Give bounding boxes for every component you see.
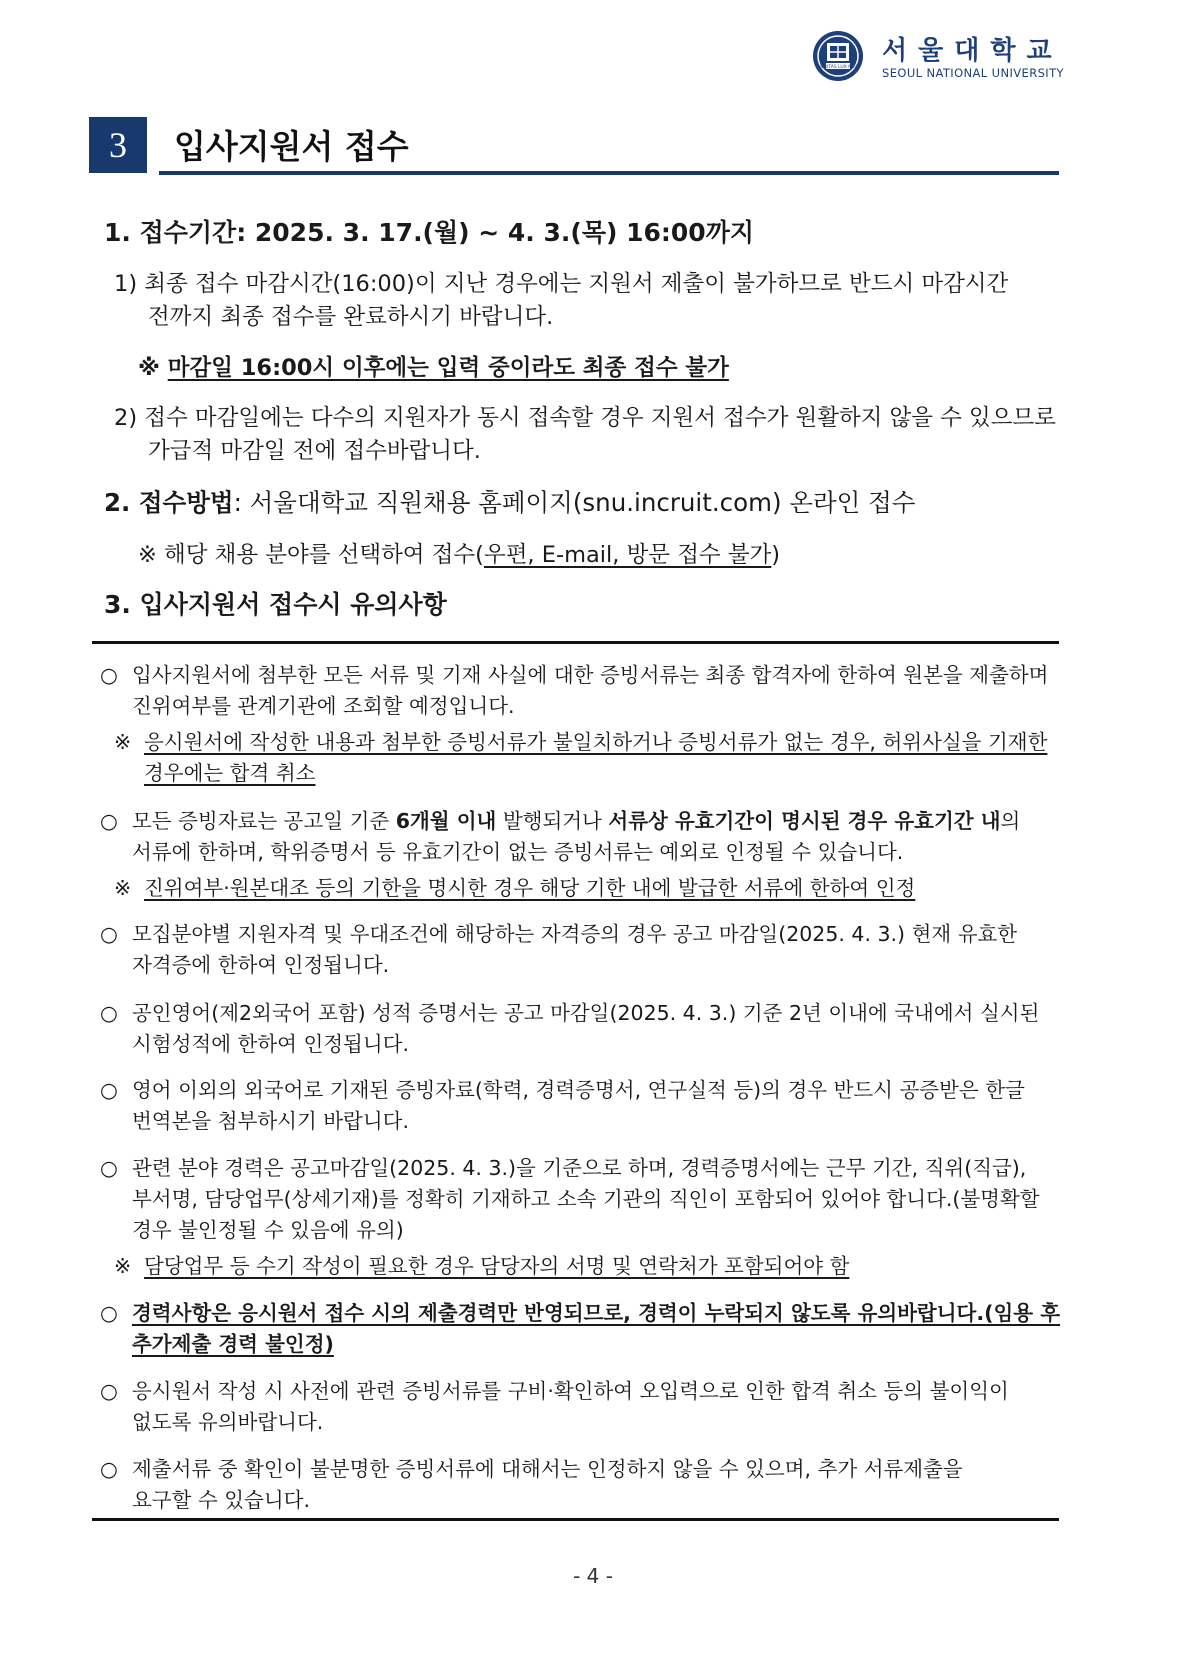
notice-heading: 3. 입사지원서 접수시 유의사항 (104, 590, 447, 619)
note-mark: ※ (114, 1254, 132, 1278)
bullet-line (132, 806, 1020, 837)
bold-span: 서류상 유효기간이 명시된 경우 유효기간 내 (608, 809, 1001, 833)
bullet-line: 서류에 한하며, 학위증명서 등 유효기간이 없는 증빙서류는 예외로 인정될 수 있습니다. (132, 840, 904, 864)
method-note-suffix: ) (771, 542, 781, 568)
bullet-line: 번역본을 첨부하시기 바랍니다. (132, 1109, 409, 1133)
svg-text:VERITAS LUX MEA: VERITAS LUX MEA (817, 65, 859, 70)
bullet-mark: ○ (100, 1078, 118, 1102)
bullet-line: 공인영어(제2외국어 포함) 성적 증명서는 공고 마감일(2025. 4. 3.) 기준 2년 이내에 국내에서 실시된 (132, 1001, 1040, 1025)
notice-box-top-rule (92, 641, 1059, 644)
note-line: 응시원서에 작성한 내용과 첨부한 증빙서류가 불일치하거나 증빙서류가 없는 경우, 허위사실을 기재한 (144, 730, 1048, 754)
university-seal-icon (812, 30, 864, 82)
period-heading: 1. 접수기간: 2025. 3. 17.(월) ~ 4. 3.(목) 16:00까지 (104, 218, 754, 247)
bullet-line: 진위여부를 관계기관에 조회할 예정입니다. (132, 694, 515, 718)
bullet-line: 없도록 유의바랍니다. (132, 1410, 324, 1434)
note-line: 진위여부·원본대조 등의 기한을 명시한 경우 해당 기한 내에 발급한 서류에 한하여 인정 (144, 876, 916, 900)
bold-span: 6개월 이내 (395, 809, 497, 833)
period-item-1-line-2: 전까지 최종 접수를 완료하시기 바랍니다. (148, 304, 554, 330)
bullet-line: 요구할 수 있습니다. (132, 1488, 310, 1512)
bullet-line: 입사지원서에 첨부한 모든 서류 및 기재 사실에 대한 증빙서류는 최종 합격자에 한하여 원본을 제출하며 (132, 663, 1049, 687)
bullet-mark: ○ (100, 1457, 118, 1481)
deadline-note (138, 350, 729, 382)
note-line: 경우에는 합격 취소 (144, 761, 316, 785)
note-mark: ※ (138, 355, 160, 381)
note-line: 담당업무 등 수기 작성이 필요한 경우 담당자의 서명 및 연락처가 포함되어야 함 (144, 1254, 850, 1278)
method-heading-label: 2. 접수방법 (104, 488, 234, 517)
logo-english-name: SEOUL NATIONAL UNIVERSITY (882, 66, 1064, 80)
bullet-mark: ○ (100, 1379, 118, 1403)
bullet-line: 응시원서 작성 시 사전에 관련 증빙서류를 구비·확인하여 오입력으로 인한 합격 취소 등의 불이익이 (132, 1379, 1009, 1403)
university-logo (812, 28, 1062, 86)
bullet-line: 관련 분야 경력은 공고마감일(2025. 4. 3.)을 기준으로 하며, 경력증명서에는 근무 기간, 직위(직급), (132, 1156, 1027, 1180)
deadline-note-text: 마감일 16:00시 이후에는 입력 중이라도 최종 접수 불가 (167, 355, 729, 381)
bullet-line: 제출서류 중 확인이 불분명한 증빙서류에 대해서는 인정하지 않을 수 있으며, 추가 서류제출을 (132, 1457, 963, 1481)
bullet-mark: ○ (100, 809, 118, 833)
note-mark: ※ (114, 876, 132, 900)
method-note-restriction: 우편, E-mail, 방문 접수 불가 (483, 542, 772, 568)
period-item-1-line-1: 1) 최종 접수 마감시간(16:00)이 지난 경우에는 지원서 제출이 불가하므로 반드시 마감시간 (114, 271, 1009, 297)
bullet-line: 영어 이외의 외국어로 기재된 증빙자료(학력, 경력증명서, 연구실적 등)의 경우 반드시 공증받은 한글 (132, 1078, 1025, 1102)
section-title-underline (159, 171, 1059, 175)
bullet-mark: ○ (100, 1156, 118, 1180)
bullet-line: 모집분야별 지원자격 및 우대조건에 해당하는 자격증의 경우 공고 마감일(2025. 4. 3.) 현재 유효한 (132, 922, 1018, 946)
bullet-line: 부서명, 담당업무(상세기재)를 정확히 기재하고 소속 기관의 직인이 포함되어 있어야 합니다.(불명확할 (132, 1187, 1040, 1211)
section-number: 3 (89, 117, 147, 173)
note-mark: ※ (114, 730, 132, 754)
method-heading-text: : 서울대학교 직원채용 홈페이지(snu.incruit.com) 온라인 접수 (233, 488, 916, 517)
bullet-mark: ○ (100, 663, 118, 687)
bullet-line: 시험성적에 한하여 인정됩니다. (132, 1032, 409, 1056)
notice-box-bottom-rule (92, 1518, 1059, 1521)
bullet-mark: ○ (100, 1301, 118, 1325)
method-note (138, 537, 780, 569)
logo-korean-name: 서울대학교 (882, 36, 1063, 66)
bullet-line: 자격증에 한하여 인정됩니다. (132, 953, 390, 977)
bullet-line: 경력사항은 응시원서 접수 시의 제출경력만 반영되므로, 경력이 누락되지 않도록 유의바랍니다.(임용 후 (132, 1301, 1061, 1325)
bullet-line: 경우 불인정될 수 있음에 유의) (132, 1218, 404, 1242)
text-span: 모든 증빙자료는 공고일 기준 (132, 809, 396, 833)
text-span: 의 (1000, 809, 1021, 833)
period-item-2-line-1: 2) 접수 마감일에는 다수의 지원자가 동시 접속할 경우 지원서 접수가 원활하지 않을 수 있으므로 (114, 405, 1057, 431)
method-note-prefix: ※ 해당 채용 분야를 선택하여 접수( (138, 542, 484, 568)
period-item-2-line-2: 가급적 마감일 전에 접수바랍니다. (148, 438, 481, 464)
section-title: 입사지원서 접수 (174, 127, 409, 166)
bullet-mark: ○ (100, 1001, 118, 1025)
method-heading (104, 484, 915, 519)
page-number: - 4 - (573, 1564, 613, 1588)
bullet-line: 추가제출 경력 불인정) (132, 1332, 334, 1356)
bullet-mark: ○ (100, 922, 118, 946)
text-span: 발행되거나 (496, 809, 609, 833)
